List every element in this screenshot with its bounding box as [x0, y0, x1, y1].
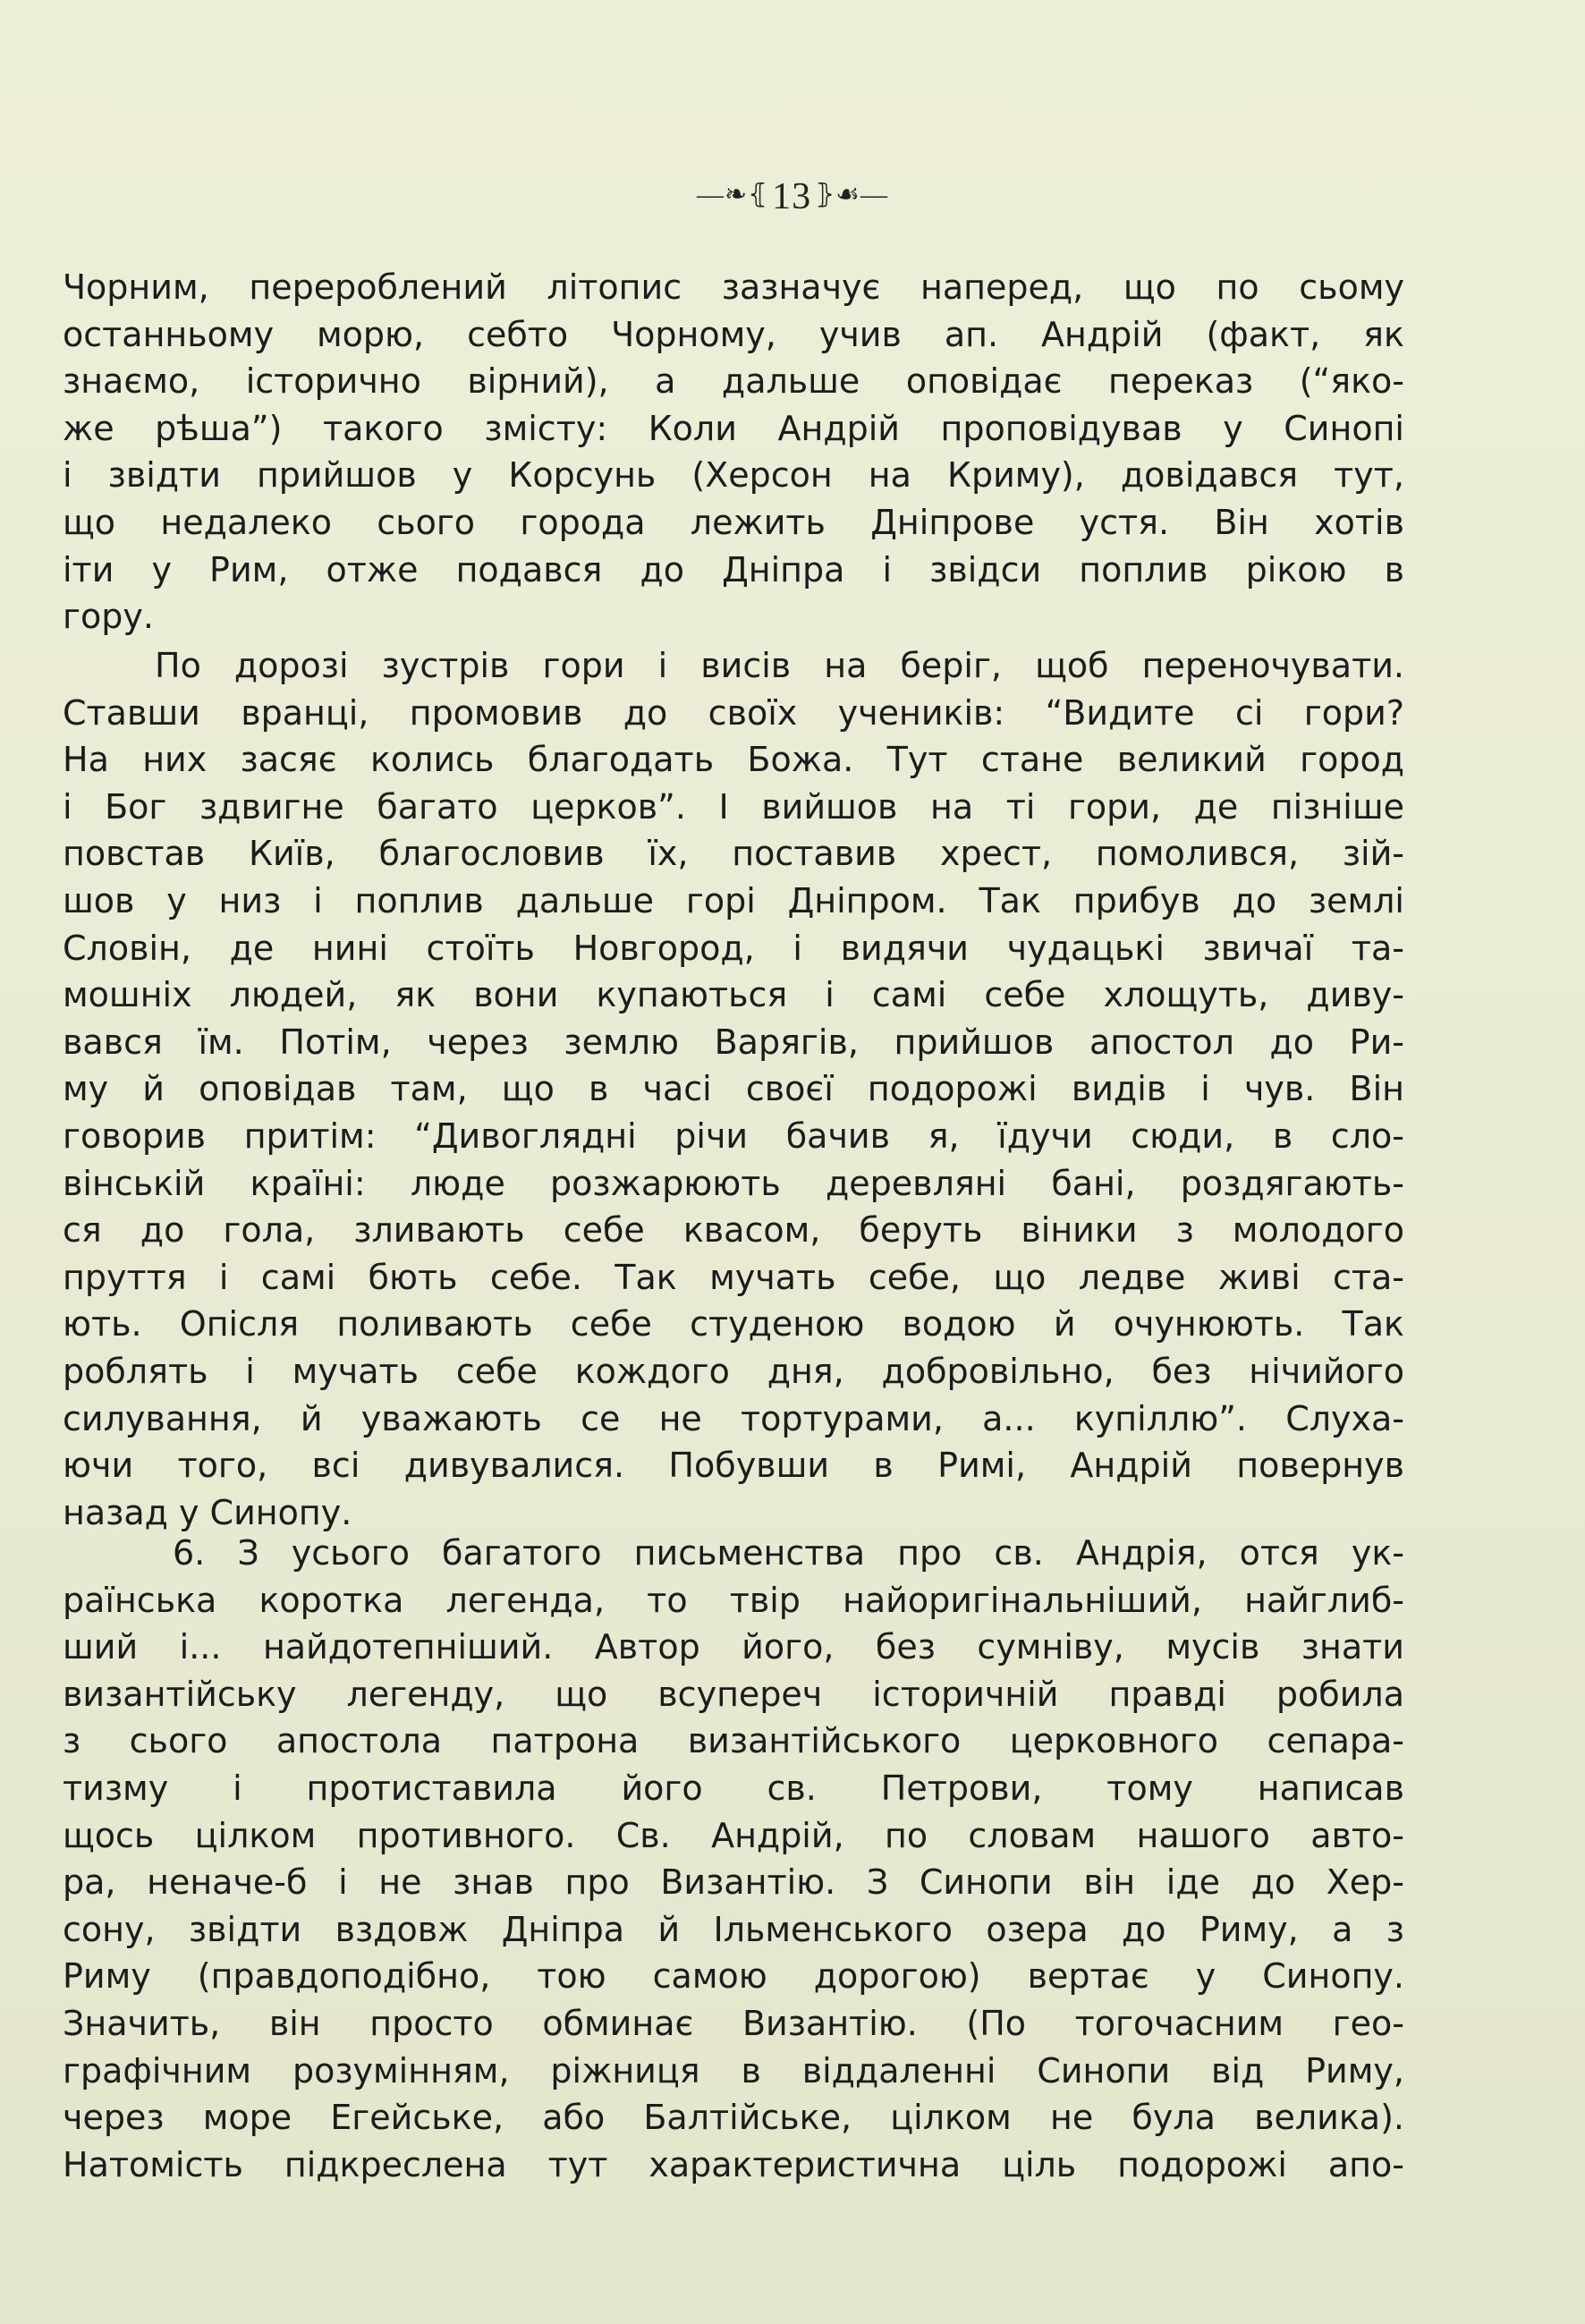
ornament-right: ⦄☙— — [815, 180, 889, 209]
text-line: шов у низ і поплив дальше горі Дніпром. Так прибув до землі — [63, 880, 1404, 920]
text-line: роблять і мучать себе кождого дня, добровільно, без нічийого — [63, 1351, 1404, 1391]
text-line: мошніх людей, як вони купаються і самі себе хлощуть, диву- — [63, 975, 1404, 1015]
text-line: ра, неначе-б і не знав про Византію. З Синопи він іде до Хер- — [63, 1862, 1404, 1903]
text-line: говорив притім: “Дивоглядні річи бачив я, їдучи сюди, в сло- — [63, 1115, 1404, 1156]
text-line: ють. Опісля поливають себе студеною водою й очунюють. Так — [63, 1304, 1404, 1344]
text-line: На них засяє колись благодать Божа. Тут стане великий город — [63, 740, 1404, 780]
text-line: ся до гола, зливають себе квасом, беруть віники з молодого — [63, 1210, 1404, 1251]
text-line: раїнська коротка легенда, то твір найоригінальніший, найглиб- — [63, 1580, 1404, 1620]
text-line: 6. З усього багатого письменства про св. Андрія, отся ук- — [173, 1533, 1404, 1573]
paragraph-section-6 — [63, 1530, 1404, 2188]
text-line: іти у Рим, отже подався до Дніпра і звідси поплив рікою в — [63, 549, 1404, 589]
text-line: назад у Синопу. — [63, 1492, 352, 1532]
text-line: Значить, він просто обминає Византію. (По тогочасним гео- — [63, 2003, 1404, 2043]
text-line: і Бог здвигне багато церков”. І вийшов на ті гори, де пізніше — [63, 786, 1404, 827]
text-line: византійську легенду, що всупереч історичній правді робила — [63, 1674, 1404, 1714]
page-number: 13 — [772, 176, 812, 217]
paragraph-continued — [63, 264, 1404, 640]
text-line: же рѣша”) такого змісту: Коли Андрій проповідував у Синопі — [63, 408, 1404, 448]
text-line: Натомість підкреслена тут характеристична ціль подорожі апо- — [63, 2144, 1404, 2184]
ornament-left: —❧⦃ — [696, 180, 769, 209]
text-line: щось цілком противного. Св. Андрій, по словам нашого авто- — [63, 1815, 1404, 1855]
text-line: графічним розумінням, ріжниця в віддаленні Синопи від Риму, — [63, 2050, 1404, 2091]
text-line: через море Егейське, або Балтійське, цілком не була велика). — [63, 2098, 1404, 2138]
page-number-header — [0, 175, 1585, 218]
text-line: ший і... найдотепніший. Автор його, без сумніву, мусів знати — [63, 1627, 1404, 1667]
text-line: знаємо, історично вірний), а дальше оповідає переказ (“яко- — [63, 361, 1404, 402]
text-line: що недалеко сього города лежить Дніпрове устя. Він хотів — [63, 502, 1404, 542]
paragraph — [63, 642, 1404, 1536]
text-line: вінській країні: люде розжарюють деревляні бані, роздягають- — [63, 1163, 1404, 1203]
text-line: тизму і протиставила його св. Петрови, тому написав — [63, 1768, 1404, 1808]
text-line: гору. — [63, 597, 154, 637]
text-line: Ставши вранці, промовив до своїх учеників: “Видите сі гори? — [63, 692, 1404, 733]
text-line: вався їм. Потім, через землю Варягів, прийшов апостол до Ри- — [63, 1022, 1404, 1062]
text-line: Риму (правдоподібно, тою самою дорогою) вертає у Синопу. — [63, 1956, 1404, 1997]
text-line: і звідти прийшов у Корсунь (Херсон на Криму), довідався тут, — [63, 455, 1404, 496]
text-line: сону, звідти вздовж Дніпра й Ільменського озера до Риму, а з — [63, 1909, 1404, 1949]
text-line: силування, й уважають се не тортурами, а... купіллю”. Слуха- — [63, 1398, 1404, 1438]
text-line: По дорозі зустрів гори і висів на беріг, щоб переночувати. — [155, 646, 1404, 685]
text-line: останньому морю, себто Чорному, учив ап. Андрій (факт, як — [63, 314, 1404, 354]
text-line: Словін, де нині стоїть Новгород, і видячи чудацькі звичаї та- — [63, 928, 1404, 968]
text-line: пруття і самі бють себе. Так мучать себе, що ледве живі ста- — [63, 1257, 1404, 1297]
text-line: повстав Київ, благословив їх, поставив хрест, помолився, зій- — [63, 834, 1404, 874]
text-line: ючи того, всі дивувалися. Побувши в Римі, Андрій повернув — [63, 1446, 1404, 1486]
text-line: з сього апостола патрона византійського церковного сепара- — [63, 1721, 1404, 1761]
text-line: му й оповідав там, що в часі своєї подорожі видів і чув. Він — [63, 1069, 1404, 1109]
text-line: Чорним, перероблений літопис зазначує наперед, що по сьому — [63, 267, 1404, 307]
